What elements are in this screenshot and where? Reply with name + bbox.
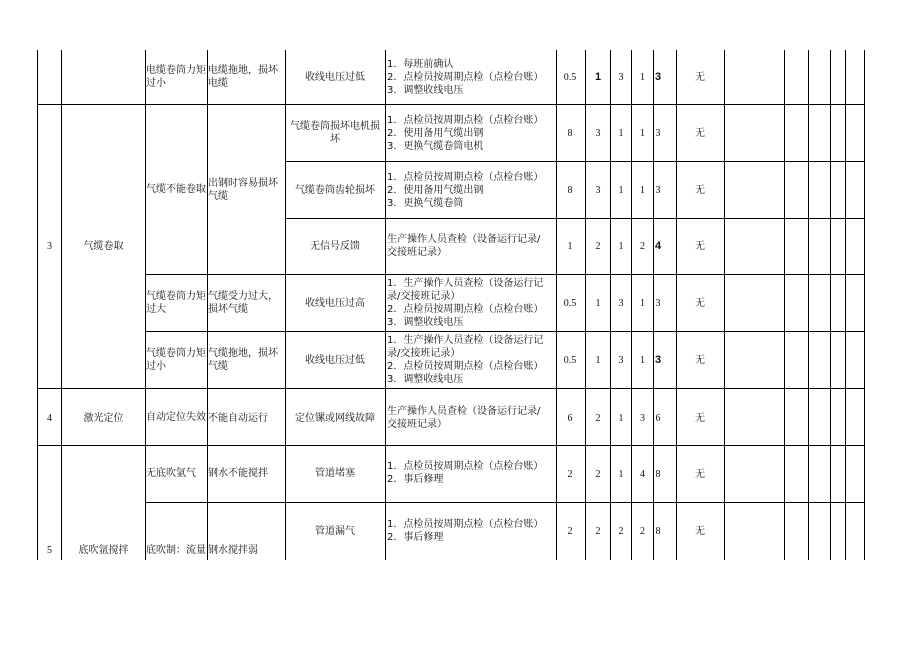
score-s: 3	[595, 184, 601, 196]
score-n: 1	[640, 127, 645, 139]
failure-mode: 气缆卷筒力矩过小	[146, 348, 206, 372]
score-o: 8	[567, 127, 573, 139]
score-d: 1	[618, 468, 624, 480]
measure-line: 3．调整收线电压	[387, 317, 464, 328]
failure-cause: 无信号反馈	[310, 240, 360, 252]
measure-line: 交接班记录）	[387, 247, 447, 258]
score-o: 6	[567, 412, 573, 424]
score-o: 1	[567, 240, 573, 252]
score-n: 1	[640, 354, 645, 366]
score-o: 0.5	[563, 71, 577, 83]
score-rpn: 3	[655, 297, 661, 309]
control-measures	[387, 110, 555, 156]
measure-line: 交接班记录）	[387, 419, 447, 430]
failure-cause: 气缆卷筒齿轮损坏	[295, 184, 375, 196]
score-n: 1	[640, 297, 645, 309]
measure-line: 1．生产操作人员查检（设备运行记	[387, 335, 544, 346]
measure-line: 生产操作人员查检（设备运行记录/	[387, 406, 541, 417]
col-line	[845, 50, 846, 560]
measure-line: 3．调整收线电压	[387, 85, 464, 96]
measure-line: 3．更换气缆卷筒	[387, 197, 464, 209]
failure-cause: 收线电压过低	[305, 354, 365, 366]
score-rpn: 4	[654, 239, 662, 252]
control-measures	[387, 457, 555, 489]
score-s: 2	[595, 468, 601, 480]
item-number: 3	[47, 240, 52, 252]
control-measures	[387, 230, 555, 262]
score-rpn: 3	[654, 353, 662, 366]
measure-line: 2．点检员按周期点检（点检台账）	[387, 72, 544, 83]
col-line	[830, 50, 831, 560]
failure-effect: 出钢时容易损坏气缆	[208, 177, 278, 202]
col-line	[37, 50, 38, 560]
row-line	[37, 388, 864, 389]
measure-line: 2．事后修理	[387, 532, 444, 543]
failure-effect: 钢水搅拌弱	[208, 544, 258, 556]
score-s: 1	[594, 70, 602, 83]
measure-line: 生产操作人员查检（设备运行记录/	[387, 234, 541, 245]
failure-effect: 钢水不能搅拌	[208, 467, 268, 479]
failure-cause: 收线电压过高	[305, 297, 365, 309]
failure-effect: 电缆拖地，损坏电缆	[208, 65, 278, 89]
score-d: 2	[618, 525, 624, 537]
row-line	[285, 161, 864, 162]
col-line	[61, 50, 62, 560]
failure-mode: 气缆卷筒力矩过大	[146, 291, 206, 315]
control-measures	[387, 277, 555, 329]
score-n: 2	[640, 525, 645, 537]
score-s: 2	[595, 412, 601, 424]
failure-effect: 气缆拖地，损坏气缆	[208, 348, 278, 372]
score-s: 1	[595, 297, 601, 309]
score-o: 8	[567, 184, 573, 196]
control-measures	[387, 402, 555, 434]
failure-mode: 气缆不能卷取	[146, 184, 206, 195]
note: 无	[695, 127, 705, 139]
row-line	[145, 502, 864, 503]
score-s: 2	[595, 240, 601, 252]
failure-effect: 气缆受力过大，损坏气缆	[208, 291, 278, 315]
measure-line: 2．使用备用气缆出钢	[387, 127, 484, 139]
control-measures	[387, 55, 555, 100]
measure-line: 1．生产操作人员查检（设备运行记	[387, 278, 544, 289]
score-rpn: 8	[655, 468, 661, 480]
note: 无	[695, 184, 705, 196]
measure-line: 1．点检员按周期点检（点检台账）	[387, 171, 544, 183]
row-line	[37, 104, 864, 105]
score-s: 3	[595, 127, 601, 139]
failure-mode: 无底吹氩气	[146, 467, 196, 479]
failure-cause: 定位镙或网线故障	[295, 412, 375, 424]
score-rpn: 3	[655, 127, 661, 139]
equipment-name: 气缆卷取	[83, 240, 124, 252]
note: 无	[695, 468, 705, 480]
col-line	[808, 50, 809, 560]
row-line	[145, 274, 864, 275]
equipment-name: 激光定位	[83, 412, 124, 424]
score-o: 2	[567, 468, 573, 480]
row-line	[285, 218, 864, 219]
item-number: 4	[47, 412, 52, 424]
score-d: 3	[618, 297, 624, 309]
score-d: 3	[618, 354, 624, 366]
measure-line: 3．调整收线电压	[387, 374, 464, 385]
measure-line: 2．使用备用气缆出钢	[387, 184, 484, 196]
score-rpn: 3	[654, 70, 662, 83]
row-line	[37, 445, 864, 446]
failure-effect: 不能自动运行	[208, 412, 268, 424]
measure-line: 录/交接班记录）	[387, 348, 461, 359]
score-rpn: 6	[655, 412, 661, 424]
measure-line: 3．更换气缆卷筒电机	[387, 140, 484, 152]
note: 无	[695, 412, 705, 424]
score-d: 1	[618, 412, 624, 424]
col-line	[385, 50, 386, 560]
score-o: 2	[567, 525, 573, 537]
measure-line: 1．点检员按周期点检（点检台账）	[387, 461, 544, 472]
control-measures	[387, 334, 555, 386]
col-line	[724, 50, 725, 560]
col-line	[864, 50, 865, 560]
failure-cause: 气缆卷筒损坏电机损坏	[290, 121, 380, 145]
failure-cause: 管道漏气	[315, 525, 355, 537]
control-measures	[387, 515, 555, 547]
score-n: 1	[640, 71, 645, 83]
control-measures	[387, 167, 555, 213]
score-rpn: 8	[655, 525, 661, 537]
score-o: 0.5	[563, 297, 577, 309]
score-n: 4	[640, 468, 645, 480]
measure-line: 2．事后修理	[387, 474, 444, 485]
row-line	[145, 331, 864, 332]
score-n: 1	[640, 184, 645, 196]
measure-line: 2．点检员按周期点检（点检台账）	[387, 304, 544, 315]
score-d: 3	[618, 71, 624, 83]
item-number: 5	[47, 544, 52, 556]
measure-line: 1．点检员按周期点检（点检台账）	[387, 519, 544, 530]
note: 无	[695, 240, 705, 252]
note: 无	[695, 354, 705, 366]
equipment-name: 底吹氩搅拌	[78, 544, 129, 556]
measure-line: 1．点检员按周期点检（点检台账）	[387, 114, 544, 126]
failure-mode: 底吹制：流量	[146, 544, 206, 556]
score-rpn: 3	[655, 184, 661, 196]
score-d: 1	[618, 127, 624, 139]
note: 无	[695, 297, 705, 309]
failure-cause: 收线电压过低	[305, 71, 365, 83]
failure-mode: 电缆卷筒力矩过小	[146, 65, 206, 89]
failure-cause: 管道堵塞	[315, 467, 355, 479]
measure-line: 录/交接班记录）	[387, 291, 461, 302]
score-d: 1	[618, 240, 624, 252]
score-s: 1	[595, 354, 601, 366]
score-o: 0.5	[563, 354, 577, 366]
score-d: 1	[618, 184, 624, 196]
note: 无	[695, 525, 705, 537]
measure-line: 1．每班前确认	[387, 59, 454, 70]
score-n: 3	[640, 412, 645, 424]
score-n: 2	[640, 240, 645, 252]
score-s: 2	[595, 525, 601, 537]
note: 无	[695, 71, 705, 83]
col-line	[784, 50, 785, 560]
failure-mode: 自动定位失效	[146, 411, 206, 423]
measure-line: 2．点检员按周期点检（点检台账）	[387, 361, 544, 372]
